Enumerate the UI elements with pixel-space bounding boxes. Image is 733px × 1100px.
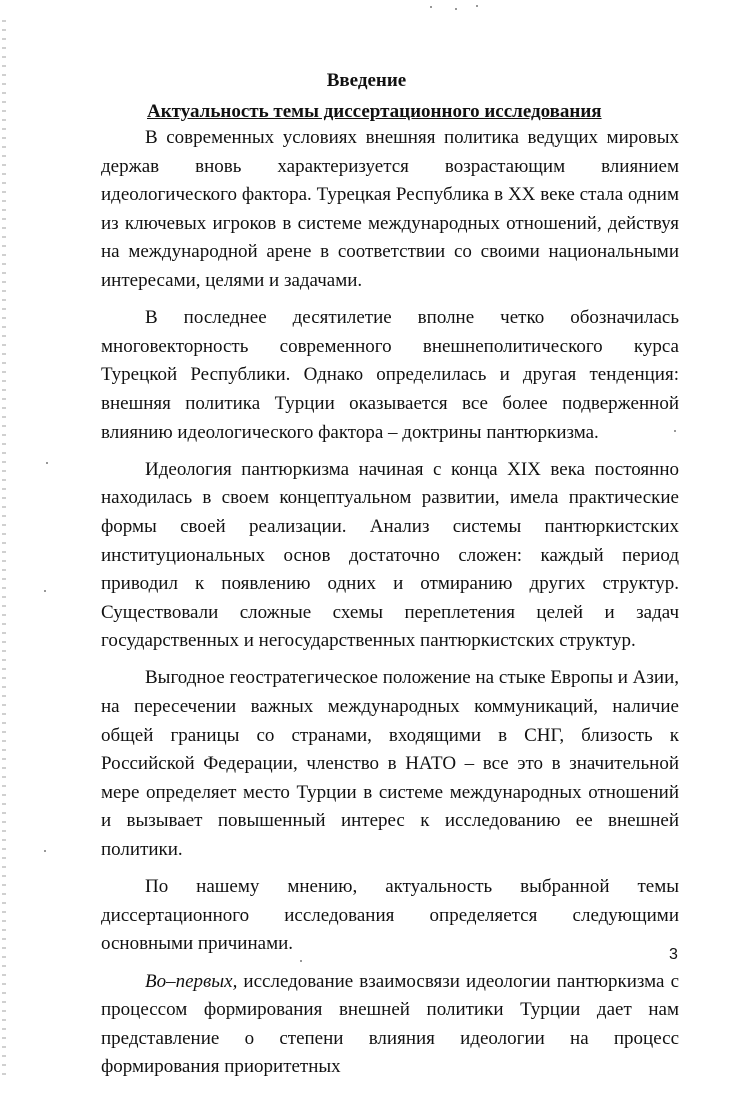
scan-speck: [476, 5, 478, 7]
paragraph-4: Выгодное геостратегическое положение на стыке Европы и Азии, на пересечении важных международных коммуникаций, наличие общей границы со странами, входящими в СНГ, близость к Российской Федерации, членство в НАТО – все это в значительной мере определяет место Турции в системе международных отношений и вызывает повышенный интерес к исследованию ее внешней политики.: [101, 667, 679, 861]
body-text: [101, 124, 679, 1091]
paragraph-5: По нашему мнению, актуальность выбранной темы диссертационного исследования определяется следующими основными причинами.: [101, 876, 679, 955]
scan-speck: [46, 462, 48, 464]
section-title: Введение: [326, 70, 407, 91]
paragraph-6-text: исследование взаимосвязи идеологии пантюркизма с процессом формирования внешней политики Турции дает нам представление о степени влияния идеологии на процесс формирования приоритетных: [101, 970, 679, 1078]
paragraph-1: В современных условиях внешняя политика ведущих мировых держав вновь характеризуется возрастающим влиянием идеологического фактора. Турецкая Республика в XX веке стала одним из ключевых игроков в системе международных отношений, действуя на международной арене в соответствии со своими национальными интересами, целями и задачами.: [101, 127, 679, 291]
paragraph-2: В последнее десятилетие вполне четко обозначилась многовекторность современного внешнеполитического курса Турецкой Республики. Однако определилась и другая тенденция: внешняя политика Турции оказывается все более подверженной влиянию идеологического фактора – доктрины пантюркизма.: [101, 307, 679, 443]
scan-speck: [430, 6, 432, 8]
paragraph-6: [101, 968, 679, 1082]
section-subtitle: Актуальность темы диссертационного исследования: [147, 101, 602, 122]
paragraph-6-lead: Во–первых,: [145, 970, 238, 992]
scan-edge-artifact: [2, 20, 6, 1080]
page-number: 3: [669, 946, 678, 963]
scan-speck: [44, 590, 46, 592]
paragraph-3: Идеология пантюркизма начиная с конца XIX века постоянно находилась в своем концептуальном развитии, имела практические формы своей реализации. Анализ системы пантюркистских институциональных основ достаточно сложен: каждый период приводил к появлению одних и отмиранию других структур. Существовали сложные схемы переплетения целей и задач государственных и негосударственных пантюркистских структур.: [101, 458, 679, 652]
scan-speck: [455, 8, 457, 10]
scan-speck: [44, 850, 46, 852]
